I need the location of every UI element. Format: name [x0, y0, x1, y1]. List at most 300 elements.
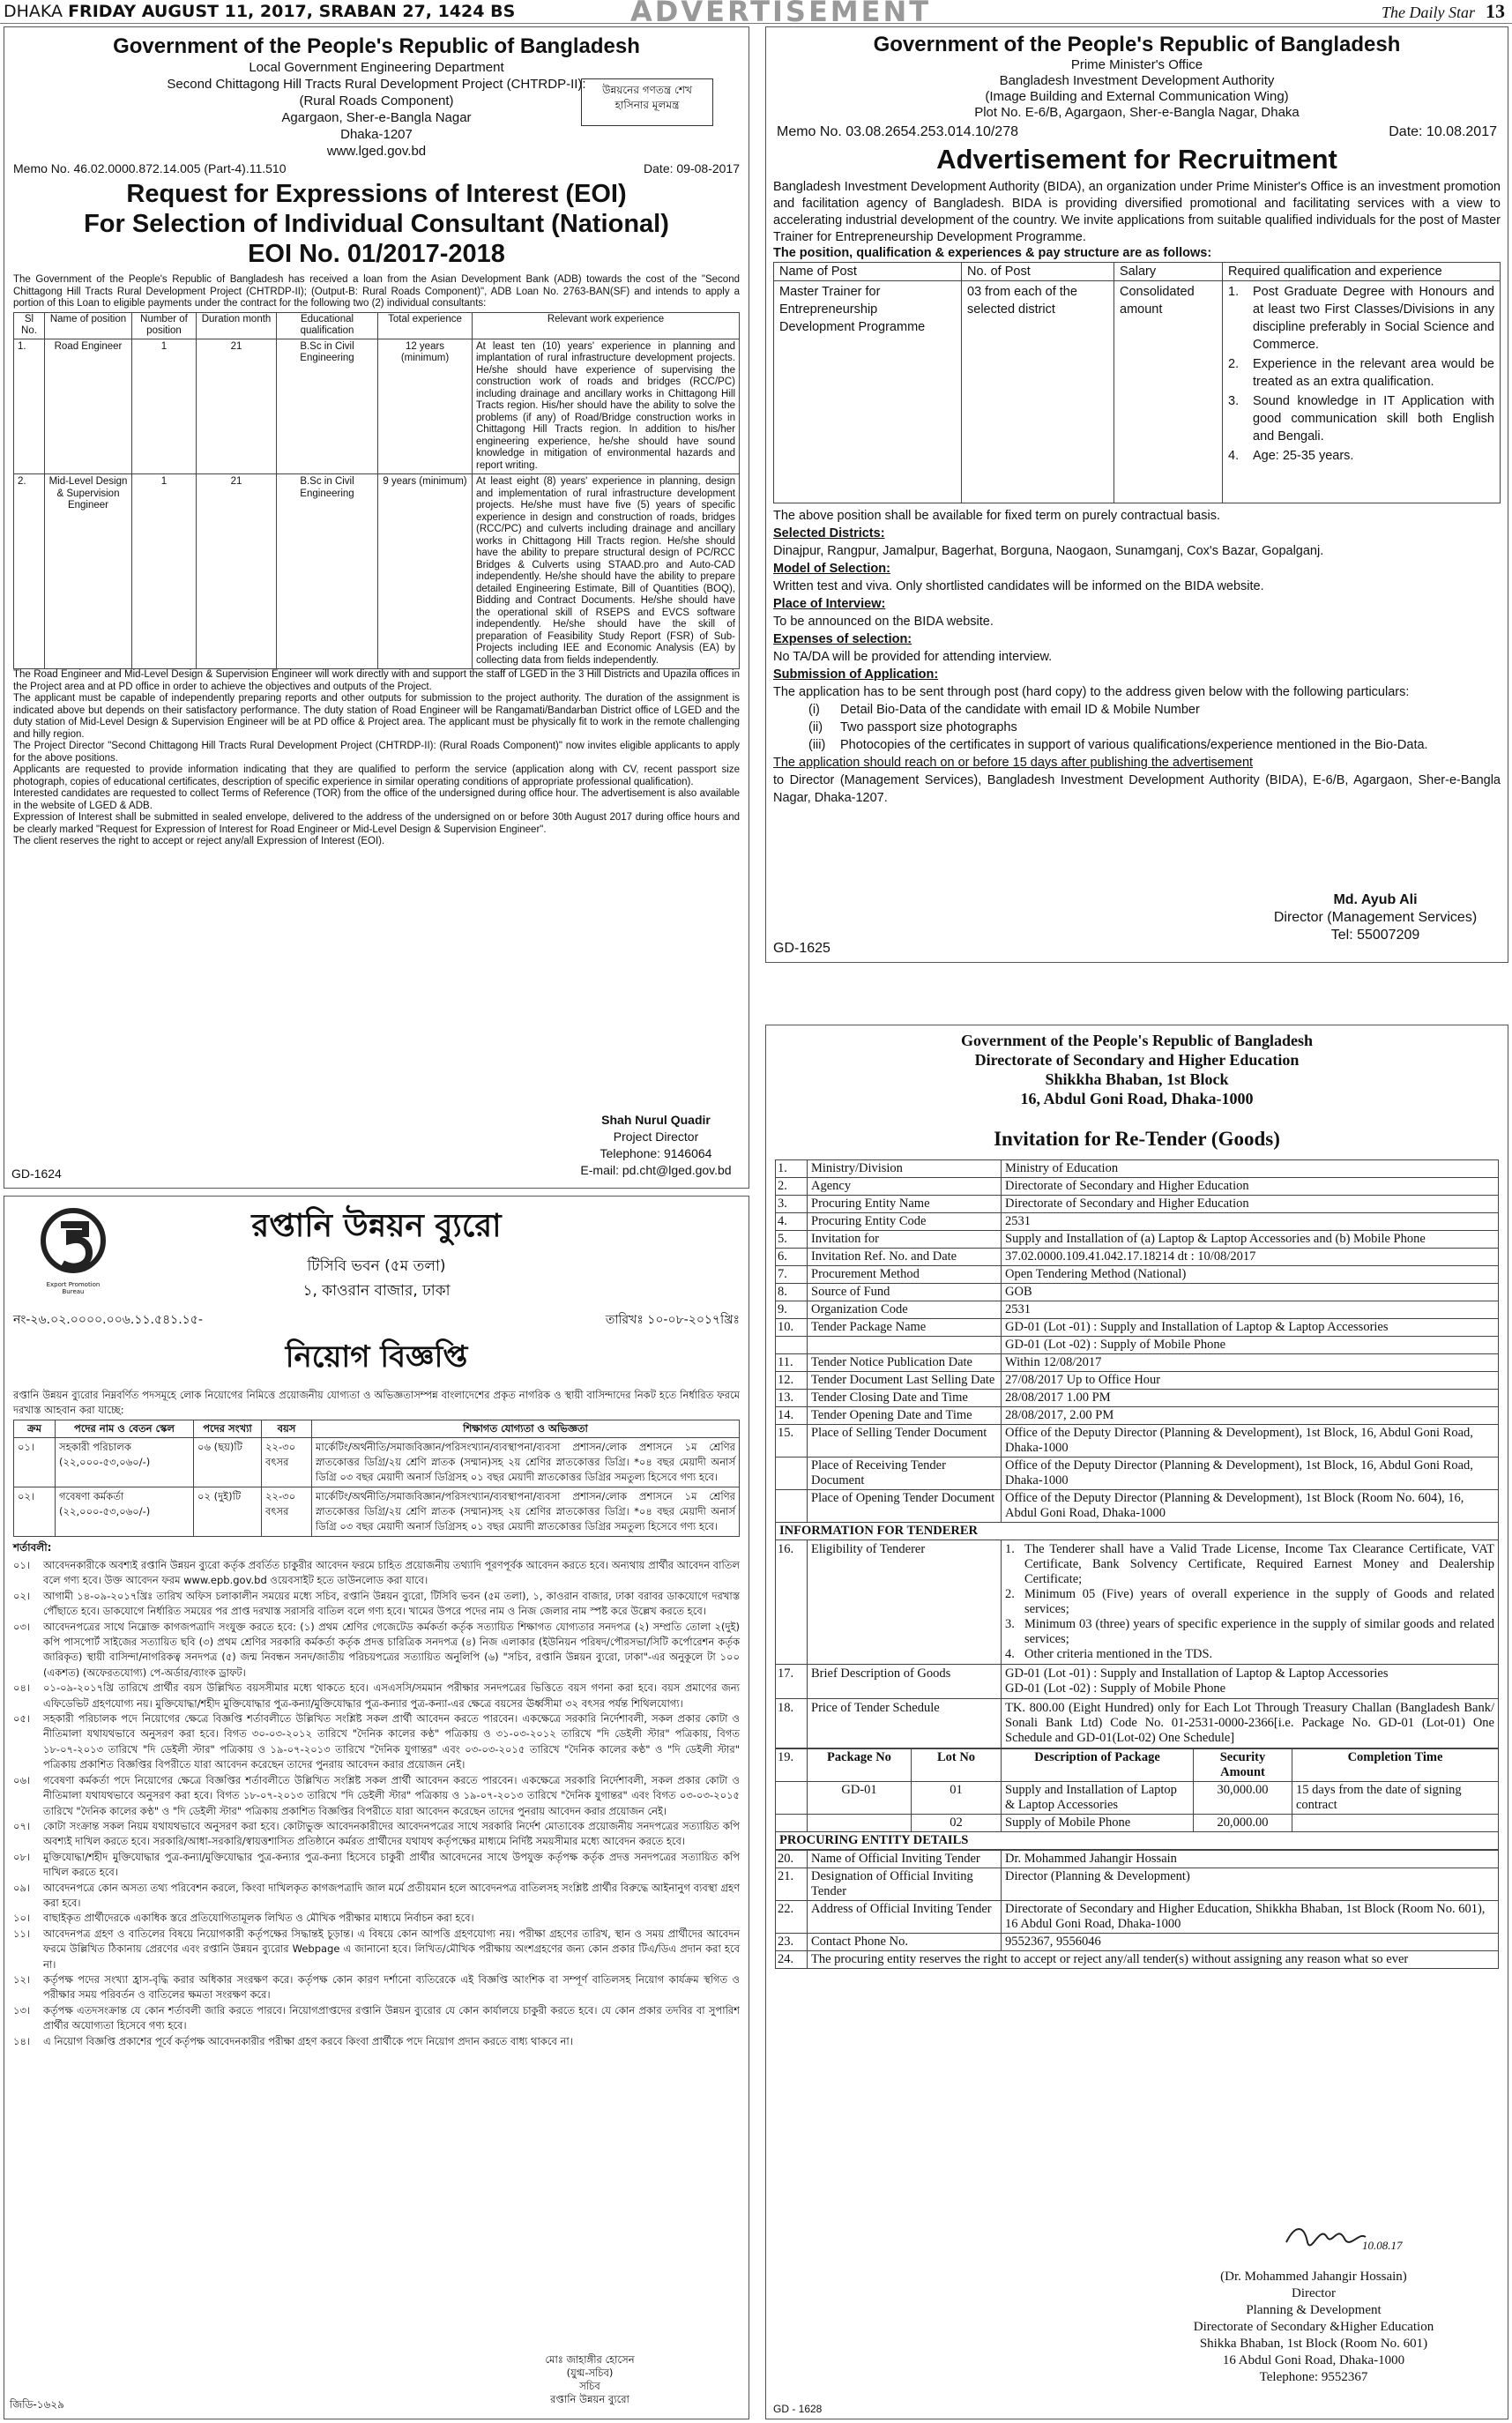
- tender-num: 22.: [776, 1901, 808, 1934]
- qual-text: Post Graduate Degree with Honours and at least two First Classes/Divisions in any discipline preferably in Social Science and Commerce.: [1253, 285, 1494, 352]
- bida-memo: Memo No. 03.08.2654.253.014.10/278: [777, 124, 1018, 139]
- list-item: [1228, 355, 1494, 391]
- tender-pkg-col-header: Package No: [808, 1749, 912, 1782]
- cond-num: ০৩।: [13, 1620, 31, 1633]
- elig-num: 2.: [1005, 1587, 1015, 1601]
- eoi-paragraph: Expression of Interest shall be submitted in sealed envelope, delivered to the address of the undersigned on or before 30th August 2017 during office hours and be clearly marked "Request for Expression of Interest for Road Engineer or Mid-Level Design & Supervision Engineer".: [13, 812, 740, 835]
- eoi-col-header: Number of position: [132, 312, 197, 339]
- cond-text: সহকারী পরিচালক পদে নিয়োগের ক্ষেত্রে বিজ্ঞপ্তি শর্তাবলীতে উল্লিখিত সংশ্লিষ্ট সকল প্রার্থী আবেদন করতে পারবেন। একক্ষেত্রে সরকারি নির্দেশাবলী, সকল প্রকার কোটা ও নীতিমালা যথাযথভাবে অনুসরণ করা হবে। বিগত ৩০-০৩-২০১২ তারিখে "দৈনিক কালের কণ্ঠ" পত্রিকায় ও ৩১-০৩-২০১২ তারিখে "দি ডেইলী স্টার" পত্রিকায়, বিগত ১৮-০৭-২০১৩ তারিখে "দি ডেইলী স্টার" পত্রিকায় ও ১৯-০৭-২০১৩ তারিখে "দৈনিক যুগান্তর" এবং ০৩-০৩-২০১৫ তারিখে "দৈনিক কালের কণ্ঠ" ও "দি ডেইলী স্টার" পত্রিকায় প্রকাশিত বিজ্ঞপ্তির বিপরীতে যারা আবেদন করেছেন তাদের পুনরায় আবেদন করার প্রয়োজন নেই।: [43, 1712, 740, 1771]
- tender-price-row: [776, 1699, 1499, 1748]
- cond-num: ১০।: [13, 1912, 31, 1925]
- tender-sign-date: 10.08.17: [1362, 2239, 1403, 2252]
- cond-text: ০১-০৯-২০১৭খ্রি তারিখে প্রার্থীর বয়স উল্লিখিত বয়সসীমার মধ্যে থাকতে হবে। এসএসসি/সমমান পরীক্ষার সনদপত্রের ভিত্তিতে বয়স গণনা করা হবে। বয়স প্রমাণের জন্য এফিডেভিট গ্রহণযোগ্য নয়। মুক্তিযোদ্ধা/শহীদ মুক্তিযোদ্ধার পুত্র-কন্যা/মুক্তিযোদ্ধার পুত্র-কন্যার পুত্র-কন্যা-এর ক্ষেত্রে বয়সের ঊর্ধ্বসীমা ৩২ বৎসর পর্যন্ত শিথিলযোগ্য।: [43, 1681, 740, 1710]
- tender-brief-1: GD-01 (Lot -01) : Supply and Installation of Laptop & Laptop Accessories: [1005, 1666, 1389, 1681]
- tender-value: The procuring entity reserves the right to accept or reject any/all tender(s) without assigning any reason what so ever: [808, 1951, 1499, 1969]
- tender-value: 28/08/2017, 2.00 PM: [1002, 1407, 1499, 1425]
- tender-key: Tender Closing Date and Time: [808, 1390, 1002, 1407]
- epb-signer: মোঃ জাহাঙ্গীর হোসেন: [545, 2353, 635, 2366]
- tender-proc-heading-row: [776, 1832, 1499, 1850]
- bida-signer-title: Director (Management Services): [1273, 910, 1478, 925]
- eoi-logo: [581, 78, 713, 126]
- tender-sign-line: Telephone: 9552367: [1259, 2370, 1368, 2384]
- bida-no-post: 03 from each of the selected district: [962, 281, 1114, 503]
- cond-text: কোটা সংক্রান্ত সকল নিয়ম যথাযথভাবে অনুসরণ করা হবে। কোটাভুক্ত আবেদনকারীদের আবেদনপত্রের সাথে সরকারি নির্দেশ মোতাবেক প্রয়োজনীয় সনদপত্রের সত্যায়িত কপি অবশ্যই দাখিল করতে হবে। সরকারি/আধা-সরকারি/স্বায়ত্তশাসিত প্রতিষ্ঠানে কর্মরত প্রার্থীদের যথাযথ কর্তৃপক্ষের মাধ্যমে নির্দিষ্ট সময়সীমার মধ্যে আবেদন করতে হবে।: [43, 1819, 740, 1848]
- eoi-paragraph: Interested candidates are requested to collect Terms of Reference (TOR) from the office of the undersigned during office hour. The advertisement is also available in the website of LGED & ADB.: [13, 788, 740, 811]
- table-row: [776, 1196, 1499, 1213]
- table-row: [776, 1458, 1499, 1490]
- tender-sign-line: Planning & Development: [1246, 2303, 1382, 2317]
- bida-deadline: The application should reach on or before 15 days after publishing the advertisement: [773, 756, 1254, 770]
- bida-address: to Director (Management Services), Bangladesh Investment Development Authority (BIDA), E-6/B, Agargaon, Sher-e-Bangla Nagar, Dhaka-1207.: [773, 773, 1501, 805]
- table-row: [776, 1354, 1499, 1372]
- eoi-cell-edu: B.Sc in Civil Engineering: [277, 474, 378, 669]
- tender-pkg-col-header: Security Amount: [1194, 1749, 1292, 1782]
- table-row: [776, 1178, 1499, 1196]
- eoi-line: (Rural Roads Component): [299, 93, 454, 108]
- epb-logo-text: Export Promotion Bureau: [46, 1281, 101, 1295]
- bida-position-heading: The position, qualification & experiences & pay structure are as follows:: [773, 246, 1212, 260]
- item-num: (i): [808, 703, 820, 717]
- cond-text: আবেদনকারীকে অবশ্যই রপ্তানি উন্নয়ন ব্যুরো কর্তৃক প্রবর্তিত চাকুরীর আবেদন ফরমে চাহিত প্রয়োজনীয় তথ্যাদি পূরণপূর্বক আবেদন করতে হবে। অন্যথায় প্রার্থীর আবেদন বাতিল বলে গণ্য হবে। উক্ত আবেদন ফরম www.epb.gov.bd ওয়েবসাইট হতে ডাউনলোড করা যাবে।: [43, 1559, 740, 1587]
- table-row: [776, 1266, 1499, 1284]
- tender-advertisement: [765, 1025, 1508, 2419]
- eoi-title-2: For Selection of Individual Consultant (National): [84, 210, 669, 238]
- tender-value: Ministry of Education: [1002, 1160, 1499, 1178]
- item-text: Detail Bio-Data of the candidate with email ID & Mobile Number: [840, 703, 1200, 717]
- tender-num: 12.: [776, 1372, 808, 1390]
- tender-key: Tender Opening Date and Time: [808, 1407, 1002, 1425]
- qual-text: Sound knowledge in IT Application with good communication skill both English and Bengali.: [1253, 394, 1494, 444]
- eoi-intro: The Government of the People's Republic of Bangladesh has received a loan from the Asian Development Bank (ADB) towards the cost of the "Second Chittagong Hill Tracts Rural Development Project (CHTRDP-II); (Output-B: Rural Roads Component)", ADB Loan No. 2763-BAN(SF) and intends to apply a portion of this Loan to eligible payments under the contract for the following two (2) individual consultants:: [13, 274, 740, 309]
- tender-pkg-s: 30,000.00: [1194, 1782, 1292, 1815]
- eoi-cell-exp: 12 years (minimum): [378, 339, 473, 474]
- epb-cell-n: ০২।: [14, 1487, 56, 1537]
- tender-gd: GD - 1628: [773, 2403, 823, 2415]
- tender-title: Invitation for Re-Tender (Goods): [994, 1128, 1280, 1150]
- bida-line: Prime Minister's Office: [1070, 57, 1203, 72]
- tender-pkg-c: [1292, 1815, 1499, 1832]
- item-num: (ii): [808, 720, 823, 734]
- tender-key: Agency: [808, 1178, 1002, 1196]
- tender-num: 15.: [776, 1425, 808, 1458]
- tender-pkg-col-header: Lot No: [912, 1749, 1002, 1782]
- eoi-phone: Telephone: 9146064: [600, 1146, 712, 1160]
- tender-key: Place of Receiving Tender Document: [808, 1458, 1002, 1490]
- tender-num: 14.: [776, 1407, 808, 1425]
- tender-key: Invitation for: [808, 1231, 1002, 1249]
- epb-col-header: শিক্ষাগত যোগ্যতা ও অভিজ্ঞতা: [312, 1420, 740, 1438]
- table-row: [776, 1490, 1499, 1523]
- tender-value: 2531: [1002, 1301, 1499, 1319]
- eoi-cell-name: Road Engineer: [45, 339, 132, 474]
- eoi-memo-row: [13, 161, 740, 175]
- tender-eligibility-row: [776, 1540, 1499, 1665]
- cond-text: কর্তৃপক্ষ পদের সংখ্যা হ্রাস-বৃদ্ধি করার অধিকার সংরক্ষণ করে। কর্তৃপক্ষ কোন কারণ দর্শানো ব্যতিরেকে এই বিজ্ঞপ্তি আংশিক বা সম্পূর্ণ বাতিলসহ নিয়োগ কার্যক্রম স্থগিত ও পরীক্ষার সময় পরিবর্তন ও বাতিলের ক্ষমতা সংরক্ষণ করে।: [43, 1972, 740, 2002]
- cond-num: ০৭।: [13, 1819, 31, 1832]
- tender-key: Name of Official Inviting Tender: [808, 1851, 1002, 1868]
- tender-pkg-s: 20,000.00: [1194, 1815, 1292, 1832]
- list-item: [1228, 283, 1494, 354]
- bida-line: Plot No. E-6/B, Agargaon, Sher-e-Bangla Nagar, Dhaka: [974, 105, 1300, 120]
- bida-line: Bangladesh Investment Development Authority: [999, 73, 1275, 88]
- eoi-header: [13, 34, 740, 160]
- eoi-paragraph: The client reserves the right to accept or reject any/all Expression of Interest (EOI).: [13, 836, 385, 846]
- tender-proc-table: [775, 1850, 1499, 1969]
- table-row: [776, 1319, 1499, 1337]
- tender-num: 4.: [776, 1213, 808, 1231]
- date-bs: SRABAN 27, 1424 BS: [318, 2, 516, 21]
- table-row: [776, 1249, 1499, 1266]
- bida-position-table: [773, 262, 1501, 503]
- tender-value: Office of the Deputy Director (Planning & Development), 1st Block, 16, Abdul Goni Road, Dhaka-1000: [1002, 1458, 1499, 1490]
- bida-memo-row: [773, 124, 1501, 140]
- eoi-line: Local Government Engineering Department: [249, 60, 504, 75]
- tender-price-key: Price of Tender Schedule: [808, 1699, 1002, 1748]
- tender-header: [775, 1031, 1499, 1108]
- tender-key: Tender Notice Publication Date: [808, 1354, 1002, 1372]
- tender-pkg-col-header: Description of Package: [1002, 1749, 1194, 1782]
- eoi-paragraphs: [13, 669, 740, 848]
- tender-sign-line: Directorate of Secondary &Higher Education: [1193, 2320, 1434, 2334]
- tender-key: Organization Code: [808, 1301, 1002, 1319]
- cond-num: ১৪।: [13, 2034, 31, 2047]
- list-item: [1005, 1647, 1494, 1662]
- eoi-paragraph: The Road Engineer and Mid-Level Design & Supervision Engineer will work directly with and support the staff of LGED in the 3 Hill Districts and Upazila offices in the Project area and at PD office in order to achieve the objectives and outputs of the Project.: [13, 669, 740, 692]
- tender-num: 23.: [776, 1934, 808, 1951]
- tender-value: GD-01 (Lot -01) : Supply and Installation of Laptop & Laptop Accessories: [1002, 1319, 1499, 1337]
- bida-th-qual: Required qualification and experience: [1223, 263, 1501, 281]
- eoi-cell-num: 1: [132, 339, 197, 474]
- tender-key: Place of Opening Tender Document: [808, 1490, 1002, 1523]
- tender-num: [776, 1490, 808, 1523]
- cond-text: গবেষণা কর্মকর্তা পদে নিয়োগের ক্ষেত্রে বিজ্ঞপ্তির শর্তাবলীতে উল্লিখিত সংশ্লিষ্ট সকল প্রার্থী আবেদন করতে পারবেন। একক্ষেত্রে সরকারি নির্দেশাবলী, সকল প্রকার কোটা ও নীতিমালা যথাযথভাবে অনুসরণ করা হবে। বিগত ১৮-০৭-২০১৩ তারিখে "দি ডেইলী স্টার" পত্রিকায় ও ১৯-০৭-২০১৩ তারিখে "দৈনিক যুগান্তর" এবং বিগত ০৩-০৩-২০১৫ তারিখে "দৈনিক কালের কণ্ঠ" ও "দি ডেইলী স্টার" পত্রিকায় প্রকাশিত বিজ্ঞপ্তির বিপরীতে যারা আবেদন করেছেন তাদের পুনরায় আবেদন করার প্রয়োজন নেই।: [43, 1773, 740, 1817]
- tender-pkg-d: Supply and Installation of Laptop & Laptop Accessories: [1002, 1782, 1194, 1815]
- tender-key: Contact Phone No.: [808, 1934, 1002, 1951]
- tender-key: Ministry/Division: [808, 1160, 1002, 1178]
- bida-submission-heading: Submission of Application:: [773, 667, 939, 682]
- list-item: [13, 1927, 740, 1972]
- tender-price: TK. 800.00 (Eight Hundred) only for Each Lot Through Treasury Challan (Bangladesh Bank/ Sonali Bank Ltd) Code No. 01-2531-0000-2366[i.e. Package No. GD-01 (Lot-01) One Schedule and GD-01(Lot-02) One Schedule]: [1002, 1699, 1499, 1748]
- epb-conditions-title: শর্তাবলী:: [13, 1541, 52, 1554]
- eoi-positions-table: [13, 312, 740, 670]
- paper-title: The Daily Star: [1382, 4, 1475, 21]
- list-item: [808, 701, 1501, 719]
- tender-num: 1.: [776, 1160, 808, 1178]
- tender-value: 27/08/2017 Up to Office Hour: [1002, 1372, 1499, 1390]
- table-row: [776, 1284, 1499, 1301]
- tender-value: Within 12/08/2017: [1002, 1354, 1499, 1372]
- tender-num: 8.: [776, 1284, 808, 1301]
- epb-cell-age: ২২-৩০ বৎসর: [262, 1438, 312, 1487]
- list-item: [13, 1589, 740, 1620]
- epb-signature: [484, 2353, 696, 2406]
- tender-num: [776, 1337, 808, 1354]
- masthead: [0, 0, 1512, 28]
- tender-value: Office of the Deputy Director (Planning & Development), 1st Block (Room No. 604), 16, Abdul Goni Road, Dhaka-1000: [1002, 1490, 1499, 1523]
- table-row: [776, 1868, 1499, 1901]
- tender-brief: [1002, 1665, 1499, 1699]
- bida-expenses-heading: Expenses of selection:: [773, 632, 912, 646]
- bida-table-header: [774, 263, 1501, 281]
- cond-text: আবেদনপত্রে কোন অসত্য তথ্য পরিবেশন করলে, কিংবা দাখিলকৃত কাগজপত্রাদি জাল মর্মে প্রতীয়মান হলে আবেদনপত্র বাতিলসহ সংশ্লিষ্ট প্রার্থীর বিরুদ্ধে আইনানুগ ব্যবস্থা গ্রহণ করা হবে।: [43, 1881, 740, 1909]
- tender-value: GOB: [1002, 1284, 1499, 1301]
- tender-value: Directorate of Secondary and Higher Education: [1002, 1178, 1499, 1196]
- epb-memo-row: [13, 1309, 740, 1331]
- epb-cell-age: ২২-৩০ বৎসর: [262, 1487, 312, 1537]
- bida-table-row: [774, 281, 1501, 503]
- paper-name: [1382, 0, 1505, 23]
- elig-text: The Tenderer shall have a Valid Trade License, Income Tax Clearance Certificate, VAT Certificate, Bank Solvency Certificate, Required Earnest Money and Dealership Certificate;: [1024, 1542, 1494, 1586]
- list-item: [13, 1620, 740, 1681]
- tender-dir: Directorate of Secondary and Higher Education: [974, 1051, 1300, 1069]
- elig-text: Minimum 03 (three) years of specific experience in the supply of similar goods and related services;: [1024, 1617, 1494, 1646]
- cond-num: ১১।: [13, 1927, 31, 1940]
- cond-text: মুক্তিযোদ্ধা/শহীদ মুক্তিযোদ্ধার পুত্র-কন্যা/মুক্তিযোদ্ধার পুত্র-কন্যার পুত্র-কন্যা হিসেবে চাকুরী প্রার্থীর আবেদনের সাথে উপযুক্ত কর্তৃপক্ষ কর্তৃক প্রদত্ত সনদপত্রের সত্যায়িত কপি দাখিল করতে হবে।: [43, 1850, 740, 1879]
- cond-num: ০৬।: [13, 1773, 31, 1786]
- bida-date: Date: 10.08.2017: [1389, 124, 1497, 139]
- bida-expenses: No TA/DA will be provided for attending interview.: [773, 650, 1053, 664]
- epb-gd: জিডি-১৬২৯: [10, 2398, 64, 2411]
- section-label: ADVERTISEMENT: [630, 0, 932, 28]
- tender-pkg-l: 02: [912, 1815, 1002, 1832]
- cond-num: ১২।: [13, 1972, 31, 1986]
- cond-num: ০১।: [13, 1559, 31, 1571]
- table-row: [776, 1301, 1499, 1319]
- tender-key: Address of Official Inviting Tender: [808, 1901, 1002, 1934]
- eoi-cell-edu: B.Sc in Civil Engineering: [277, 339, 378, 474]
- epb-cell-qual: মার্কেটিং/অর্থনীতি/সমাজবিজ্ঞান/পরিসংখ্যান/ব্যবস্থাপনা/ব্যবসা প্রশাসন/লোক প্রশাসনে ১ম শ্রেণির স্নাতকোত্তর ডিগ্রি/২য় শ্রেণি স্নাতক (সম্মান)সহ ২য় শ্রেণির স্নাতকোত্তর ডিগ্রি। *০৪ বছর মেয়াদী অনার্স ডিগ্রি ০৩ বছর মেয়াদী অনার্স ডিগ্রিসহ ০১ বছর মেয়াদী স্নাতকোত্তর ডিগ্রির সমতুল্য হিসেবে গণ্য হবে।: [312, 1438, 740, 1487]
- elig-text: Other criteria mentioned in the TDS.: [1024, 1647, 1213, 1661]
- qual-num: 4.: [1228, 449, 1240, 463]
- bida-signer: Md. Ayub Ali: [1333, 892, 1418, 907]
- epb-sub1: টিসিবি ভবন (৫ম তলা): [307, 1257, 446, 1275]
- tender-elig-num: 16.: [776, 1540, 808, 1665]
- bida-place: To be announced on the BIDA website.: [773, 615, 994, 629]
- bida-post: Master Trainer for Entrepreneurship Development Programme: [774, 281, 962, 503]
- item-text: Two passport size photographs: [840, 720, 1017, 734]
- epb-header: [13, 1202, 740, 1304]
- eoi-col-header: Name of position: [45, 312, 132, 339]
- eoi-title: [13, 179, 740, 269]
- tender-num: 6.: [776, 1249, 808, 1266]
- tender-table: [775, 1159, 1499, 1748]
- list-item: [1228, 392, 1494, 445]
- table-row: [776, 1390, 1499, 1407]
- tender-num: 2.: [776, 1178, 808, 1196]
- epb-date: তারিখঃ ১০-০৮-২০১৭খ্রিঃ: [605, 1313, 740, 1327]
- tender-sign-line: (Dr. Mohammed Jahangir Hossain): [1220, 2270, 1407, 2284]
- list-item: [13, 2003, 740, 2034]
- eoi-col-header: Sl No.: [14, 312, 45, 339]
- tender-info-heading-row: [776, 1523, 1499, 1540]
- epb-cell-qual: মার্কেটিং/অর্থনীতি/সমাজবিজ্ঞান/পরিসংখ্যান/ব্যবস্থাপনা/ব্যবসা প্রশাসন/লোক প্রশাসনে ১ম শ্রেণির স্নাতকোত্তর ডিগ্রি/২য় শ্রেণি স্নাতক (সম্মান)সহ ২য় শ্রেণির স্নাতকোত্তর ডিগ্রি। *০৪ বছর মেয়াদী অনার্স ডিগ্রি ০৩ বছর মেয়াদী অনার্স ডিগ্রিসহ ০১ বছর মেয়াদী স্নাতকোত্তর ডিগ্রির সমতুল্য হিসেবে গণ্য হবে।: [312, 1487, 740, 1537]
- epb-intro: রপ্তানি উন্নয়ন ব্যুরোর নিম্নবর্ণিত পদসমূহে লোক নিয়োগের নিমিত্তে প্রয়োজনীয় যোগ্যতা ও অভিজ্ঞতাসম্পন্ন বাংলাদেশের প্রকৃত নাগরিক ও স্থায়ী বাসিন্দাদের নিকট হতে নির্ধারিত ফরমে দরখাস্ত আহবান করা যাচ্ছে:: [13, 1389, 740, 1416]
- tender-key: Designation of Official Inviting Tender: [808, 1868, 1002, 1901]
- epb-logo: [40, 1207, 107, 1295]
- eoi-paragraph: The applicant must be capable of independently preparing reports and other outputs for submission to the project authority. The duration of the assignment is indicated above but depends on their satisfactory performance. The duty station of Road Engineer will be Rangamati/Bandarban District office of LGED and the duty station of Mid-Level Design & Supervision Engineer will be at PD office & Project area. The applicant must be physically fit to work in the remote challenging and hilly region.: [13, 693, 740, 740]
- eoi-gov: Government of the People's Republic of Bangladesh: [113, 34, 640, 58]
- tender-num: [776, 1458, 808, 1490]
- epb-advertisement: [4, 1196, 749, 2419]
- tender-pkg-col-header: Completion Time: [1292, 1749, 1499, 1782]
- bida-th-no: No. of Post: [962, 263, 1114, 281]
- bida-submission: The application has to be sent through post (hard copy) to the address given below with the following particulars:: [773, 685, 1410, 699]
- tender-pkg-d: Supply of Mobile Phone: [1002, 1815, 1194, 1832]
- list-item: [13, 1681, 740, 1711]
- cond-num: ০৪।: [13, 1681, 31, 1695]
- tender-value: Dr. Mohammed Jahangir Hossain: [1002, 1851, 1499, 1868]
- tender-pkg-spacer: [776, 1815, 808, 1832]
- tender-brief-key: Brief Description of Goods: [808, 1665, 1002, 1699]
- epb-cell-count: ০২ (দুই)টি: [194, 1487, 262, 1537]
- list-item: [13, 1881, 740, 1912]
- epb-signer-title: সচিব: [579, 2380, 600, 2392]
- tender-brief-row: [776, 1665, 1499, 1699]
- tender-sign-line: Shikka Bhaban, 1st Block (Room No. 601): [1199, 2337, 1428, 2351]
- eoi-cell-exp: 9 years (minimum): [378, 474, 473, 669]
- bida-place-heading: Place of Interview:: [773, 597, 886, 611]
- list-item: [13, 1773, 740, 1819]
- tender-num: 9.: [776, 1301, 808, 1319]
- epb-sub2: ১, কাওরান বাজার, ঢাকা: [302, 1282, 451, 1300]
- eoi-logo-text: উন্নয়নের গণতন্ত্র শেখ হাসিনার মূলমন্ত্র: [602, 84, 692, 111]
- table-row: [776, 1425, 1499, 1458]
- list-item: [808, 736, 1501, 754]
- cond-num: ০২।: [13, 1589, 31, 1602]
- date-city: DHAKA: [4, 2, 69, 21]
- eoi-col-header: Total experience: [378, 312, 473, 339]
- tender-num: 21.: [776, 1868, 808, 1901]
- bida-qualifications: [1223, 281, 1501, 503]
- epb-cell-count: ০৬ (ছয়)টি: [194, 1438, 262, 1487]
- tender-elig-list: [1002, 1540, 1499, 1665]
- item-text: Photocopies of the certificates in support of various qualifications/experience mentioned in the Bio-Data.: [840, 738, 1428, 752]
- epb-memo: নং-২৬.০২.০০০০.০০৬.১১.৫৪১.১৫-: [13, 1313, 203, 1327]
- bida-th-salary: Salary: [1114, 263, 1223, 281]
- eoi-col-header: Educational qualification: [277, 312, 378, 339]
- eoi-cell-rel: At least ten (10) years' experience in planning and implantation of rural infrastructure development projects. He/she should have experience of supervising the construction work of roads and bridges (RCC/PC) including drainage and ancillary works in Chittagong Hill Tracts region. His/her should have the ability to solve the problems (if any) of Road/Bridge construction works in Chittagong Hill Tracts region. In addition to his/her engineering experience, he/she should have sound knowledge in mitigation of environmental hazards and report writing.: [473, 339, 740, 474]
- page-number: 13: [1486, 0, 1505, 22]
- tender-num: 10.: [776, 1319, 808, 1337]
- list-item: [1005, 1542, 1494, 1587]
- cond-text: এ নিয়োগ বিজ্ঞপ্তি প্রকাশের পূর্বে কর্তৃপক্ষ আবেদনকারীর পরীক্ষা গ্রহণ করবে কিংবা প্রার্থীকে পদে নিয়োগ প্রদান করতে বাধ্য থাকবে না।: [43, 2034, 573, 2047]
- tender-key: Procuring Entity Name: [808, 1196, 1002, 1213]
- eoi-cell-rel: At least eight (8) years' experience in planning, design and implementation of rural infrastructure development projects. He/she must have five (5) years of specific experience in design and construction of roads, bridges (RCC/PC) and culverts including drainage and ancillary works in Chittagong Hill Tracts region. He/she should have the ability to prepare structural design of PC/RCC Bridges & Culverts using STAAD.pro and Auto-CAD independently. He/she should have the ability to prepare detailed Engineering Estimate, Bill of Quantities (BOQ), Bidding and Contract Documents. He/she should have the operational skill of RSEPS and EVCS software independently. He/she should have the skill of preparation of Feasibility Study Report (FSR) of Sub-Projects including IEE and Economic Analysis (EA) by collecting data from fields independently.: [473, 474, 740, 669]
- eoi-cell-sl: 1.: [14, 339, 45, 474]
- bida-th-name: Name of Post: [774, 263, 962, 281]
- tender-pkg-l: 01: [912, 1782, 1002, 1815]
- list-item: [13, 1972, 740, 2003]
- epb-col-header: ক্রম: [14, 1420, 56, 1438]
- tender-num: 20.: [776, 1851, 808, 1868]
- elig-num: 4.: [1005, 1647, 1015, 1661]
- table-row: [776, 1951, 1499, 1969]
- eoi-email: E-mail: pd.cht@lged.gov.bd: [580, 1163, 732, 1177]
- item-num: (iii): [808, 738, 826, 752]
- tender-pkg-spacer: [776, 1782, 808, 1815]
- cond-text: আবেদনপত্র গ্রহণ ও বাতিলের বিষয়ে নিয়োগকারী কর্তৃপক্ষের সিদ্ধান্তই চূড়ান্ত। এ বিষয়ে কোন আপত্তি গ্রহণযোগ্য নয়। পরীক্ষা গ্রহণের তারিখ, স্থান ও সময় প্রার্থীদের আবেদন ফরমে উল্লিখিত ঠিকানায় প্রেরণের এবং রপ্তানি উন্নয়ন ব্যুরোর Webpage এ জানানো হবে। লিখিত/মৌখিক পরীক্ষায় অংশগ্রহণের জন্য কোন প্রকার টিএ/ডিএ প্রদান করা হবে না।: [43, 1927, 740, 1971]
- tender-value: 37.02.0000.109.41.042.17.18214 dt : 10/08/2017: [1002, 1249, 1499, 1266]
- eoi-cell-dur: 21: [197, 339, 277, 474]
- eoi-advertisement: [4, 26, 749, 1189]
- epb-title: রপ্তানি উন্নয়ন ব্যুরো: [251, 1208, 502, 1244]
- bida-gd: GD-1625: [773, 941, 830, 956]
- tender-brief-2: GD-01 (Lot -02) : Supply of Mobile Phone: [1005, 1681, 1226, 1696]
- tender-sign-line: 16 Abdul Goni Road, Dhaka-1000: [1222, 2353, 1405, 2367]
- elig-text: Minimum 05 (Five) years of overall experience in the supply of Goods and related services;: [1024, 1587, 1494, 1616]
- issue-date: [4, 2, 515, 21]
- epb-signer-org: রপ্তানি উন্নয়ন ব্যুরো: [550, 2393, 629, 2405]
- list-item: [13, 1819, 740, 1850]
- epb-col-header: পদের সংখ্যা: [194, 1420, 262, 1438]
- tender-brief-num: 17.: [776, 1665, 808, 1699]
- list-item: [13, 2034, 740, 2049]
- eoi-cell-num: 1: [132, 474, 197, 669]
- table-row: [776, 1337, 1499, 1354]
- epb-signer-rank: (যুগ্ম-সচিব): [566, 2367, 614, 2379]
- bida-districts: Dinajpur, Rangpur, Jamalpur, Bagerhat, Borguna, Naogaon, Sunamganj, Cox's Bazar, Gopalganj.: [773, 544, 1324, 558]
- epb-conditions: [13, 1558, 740, 2049]
- epb-cell-post: সহকারী পরিচালক (২২,০০০-৫৩,০৬০/-): [56, 1438, 194, 1487]
- tender-signature-mark: [1277, 2216, 1401, 2260]
- eoi-title-3: EOI No. 01/2017-2018: [248, 240, 505, 268]
- eoi-signer: Shah Nurul Quadir: [601, 1113, 711, 1127]
- tender-value: 2531: [1002, 1213, 1499, 1231]
- tender-info-heading: INFORMATION FOR TENDERER: [776, 1523, 1499, 1540]
- tender-key: [808, 1337, 1002, 1354]
- eoi-col-header: Relevant work experience: [473, 312, 740, 339]
- table-row: [776, 1160, 1499, 1178]
- table-row: [14, 339, 740, 474]
- tender-key: Procurement Method: [808, 1266, 1002, 1284]
- list-item: [13, 1711, 740, 1773]
- signature-icon: [1277, 2216, 1401, 2260]
- cond-num: ০৮।: [13, 1850, 31, 1863]
- list-item: [13, 1558, 740, 1589]
- qual-num: 3.: [1228, 394, 1240, 408]
- elig-num: 3.: [1005, 1617, 1015, 1631]
- eoi-line: Second Chittagong Hill Tracts Rural Development Project (CHTRDP-II):: [167, 77, 586, 92]
- tender-key: Place of Selling Tender Document: [808, 1425, 1002, 1458]
- cond-num: ০৫।: [13, 1712, 31, 1726]
- tender-num: 13.: [776, 1390, 808, 1407]
- epb-heading: নিয়োগ বিজ্ঞপ্তি: [285, 1339, 468, 1375]
- tender-package-table: [775, 1748, 1499, 1850]
- eoi-gd: GD-1624: [11, 1167, 62, 1181]
- tender-num: 7.: [776, 1266, 808, 1284]
- tender-key: Tender Package Name: [808, 1319, 1002, 1337]
- table-row: [776, 1782, 1499, 1815]
- bida-signature: [1261, 891, 1490, 944]
- cond-text: কর্তৃপক্ষ এতদসংক্রান্ত যে কোন শর্তাবলী জারি করতে পারবে। নিয়োগপ্রাপ্তদের রপ্তানি উন্নয়ন ব্যুরোর যে কোন কার্যালয়ে চাকুরী করতে হবে। যে কোন প্রকার তদবির বা সুপারিশ প্রার্থীর অযোগ্যতা হিসেবে গণ্য হবে।: [43, 2003, 740, 2032]
- tender-key: Source of Fund: [808, 1284, 1002, 1301]
- tender-num: 3.: [776, 1196, 808, 1213]
- cond-text: বাছাইকৃত প্রার্থীদেরকে একাধিক স্তরে প্রতিযোগিতামূলক লিখিত ও মৌখিক পরীক্ষার মাধ্যমে নির্বাচন করা হবে।: [43, 1912, 474, 1925]
- tender-addr1: Shikkha Bhaban, 1st Block: [1045, 1070, 1229, 1088]
- list-item: [13, 1911, 740, 1926]
- list-item: [808, 719, 1501, 736]
- tender-value: Office of the Deputy Director (Planning & Development), 1st Block, 16, Abdul Goni Road, Dhaka-1000: [1002, 1425, 1499, 1458]
- tender-value: 9552367, 9556046: [1002, 1934, 1499, 1951]
- bida-line: (Image Building and External Communication Wing): [985, 89, 1289, 104]
- table-row: [14, 1487, 740, 1537]
- qual-num: 1.: [1228, 285, 1240, 299]
- eoi-cell-sl: 2.: [14, 474, 45, 669]
- bida-salary: Consolidated amount: [1114, 281, 1223, 503]
- tender-pkg-num: 19.: [776, 1749, 808, 1782]
- tender-value: 28/08/2017 1.00 PM: [1002, 1390, 1499, 1407]
- eoi-signer-title: Project Director: [613, 1129, 699, 1144]
